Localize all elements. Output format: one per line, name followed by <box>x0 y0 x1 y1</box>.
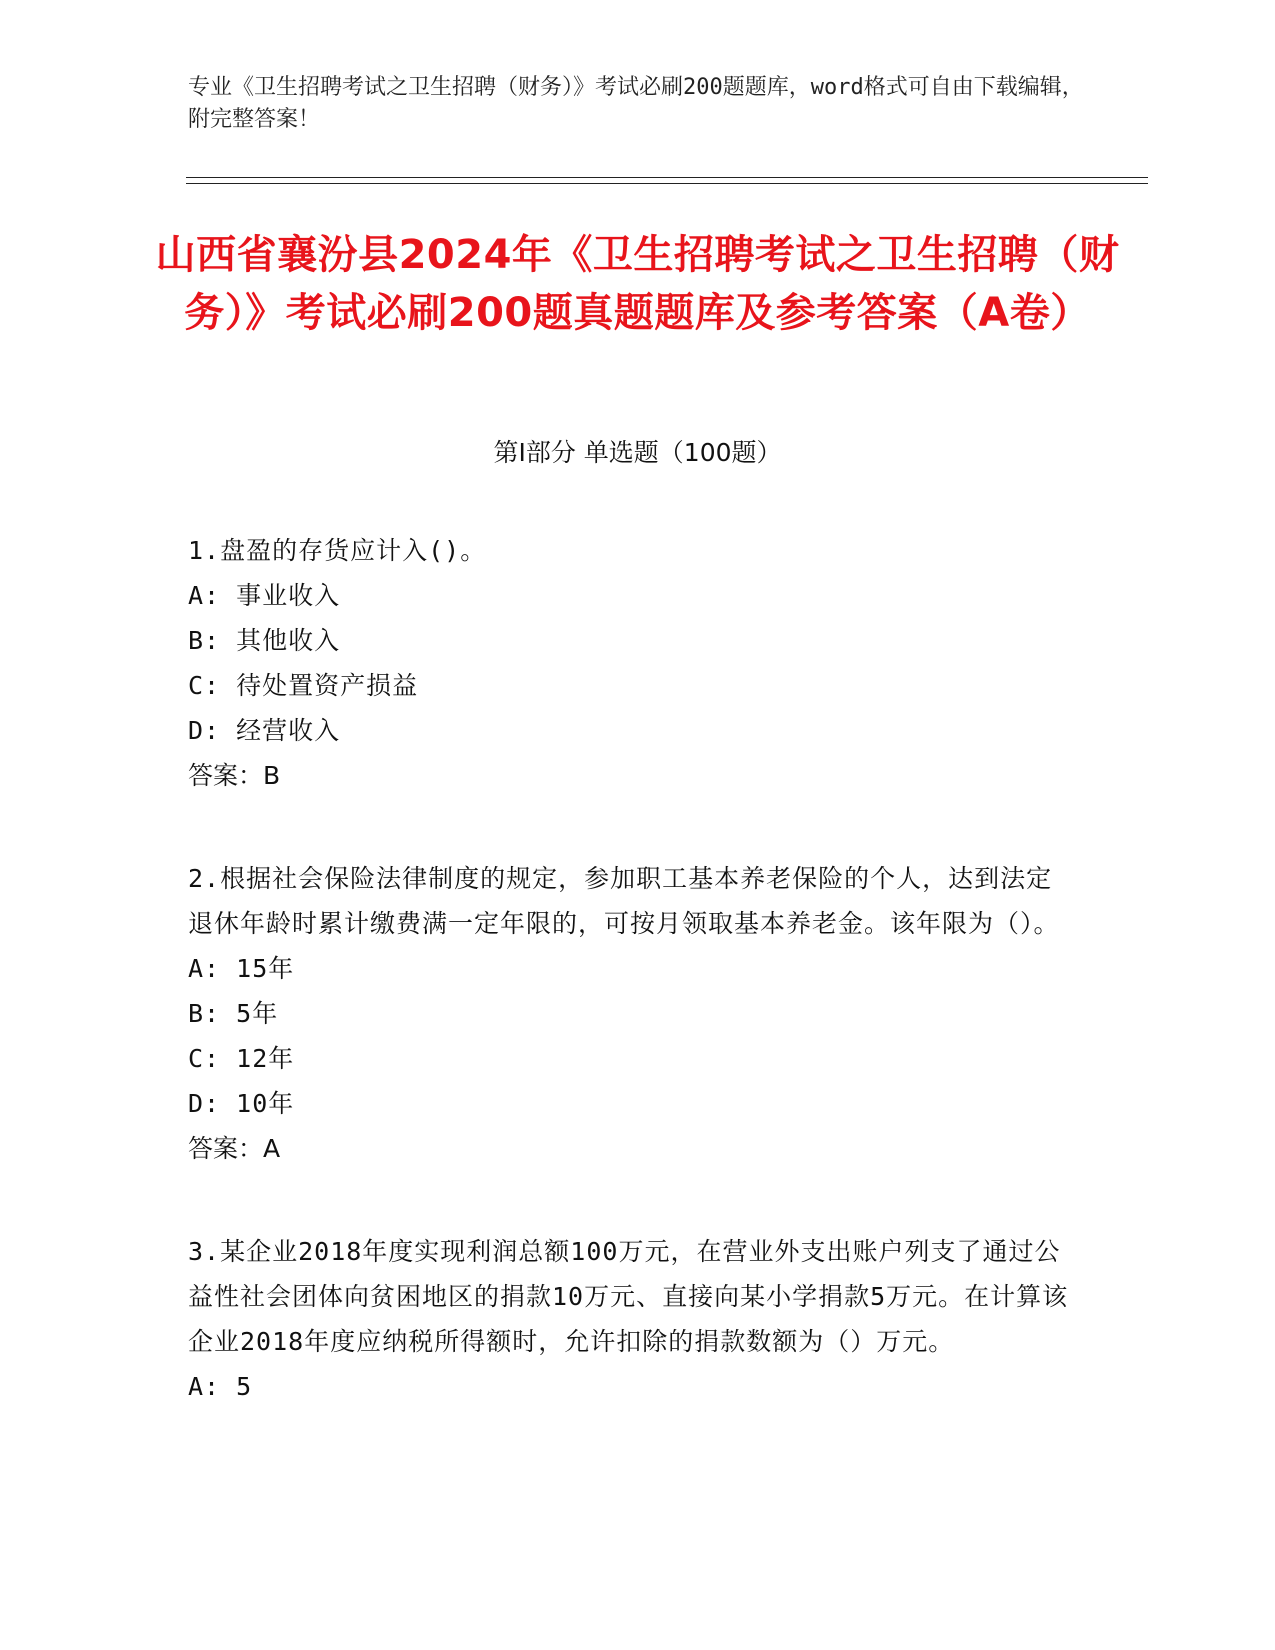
question-2 <box>188 856 1078 1171</box>
question-stem: 3.某企业2018年度实现利润总额100万元，在营业外支出账户列支了通过公益性社会团体向贫困地区的捐款10万元、直接向某小学捐款5万元。在计算该企业2018年度应纳税所得额时，允许扣除的捐款数额为（）万元。 <box>188 1237 1069 1356</box>
header-note: 专业《卫生招聘考试之卫生招聘（财务）》考试必刷200题题库，word格式可自由下载编辑，附完整答案！ <box>188 75 1084 132</box>
question-stem: 1.盘盈的存货应计入()。 <box>188 536 487 565</box>
option-c: C: 待处置资产损益 <box>188 671 419 700</box>
header-divider-bottom <box>186 183 1148 184</box>
section-heading: 第Ⅰ部分 单选题（100题） <box>493 438 782 467</box>
document-title: 山西省襄汾县2024年《卫生招聘考试之卫生招聘（财务）》考试必刷200题真题题库及参考答案（A卷） <box>155 232 1120 336</box>
option-d: D: 10年 <box>188 1089 295 1118</box>
header-divider-top <box>186 177 1148 178</box>
option-a: A: 事业收入 <box>188 581 341 610</box>
answer: 答案：B <box>188 761 281 790</box>
question-3 <box>188 1229 1078 1409</box>
option-b: B: 其他收入 <box>188 626 341 655</box>
option-d: D: 经营收入 <box>188 716 341 745</box>
question-stem: 2.根据社会保险法律制度的规定，参加职工基本养老保险的个人，达到法定退休年龄时累计缴费满一定年限的，可按月领取基本养老金。该年限为（）。 <box>188 864 1060 938</box>
question-1 <box>188 528 1078 798</box>
option-a: A: 15年 <box>188 954 295 983</box>
option-a: A: 5 <box>188 1372 253 1401</box>
question-list <box>188 528 1078 1467</box>
option-c: C: 12年 <box>188 1044 295 1073</box>
answer: 答案：A <box>188 1134 281 1163</box>
option-b: B: 5年 <box>188 999 279 1028</box>
